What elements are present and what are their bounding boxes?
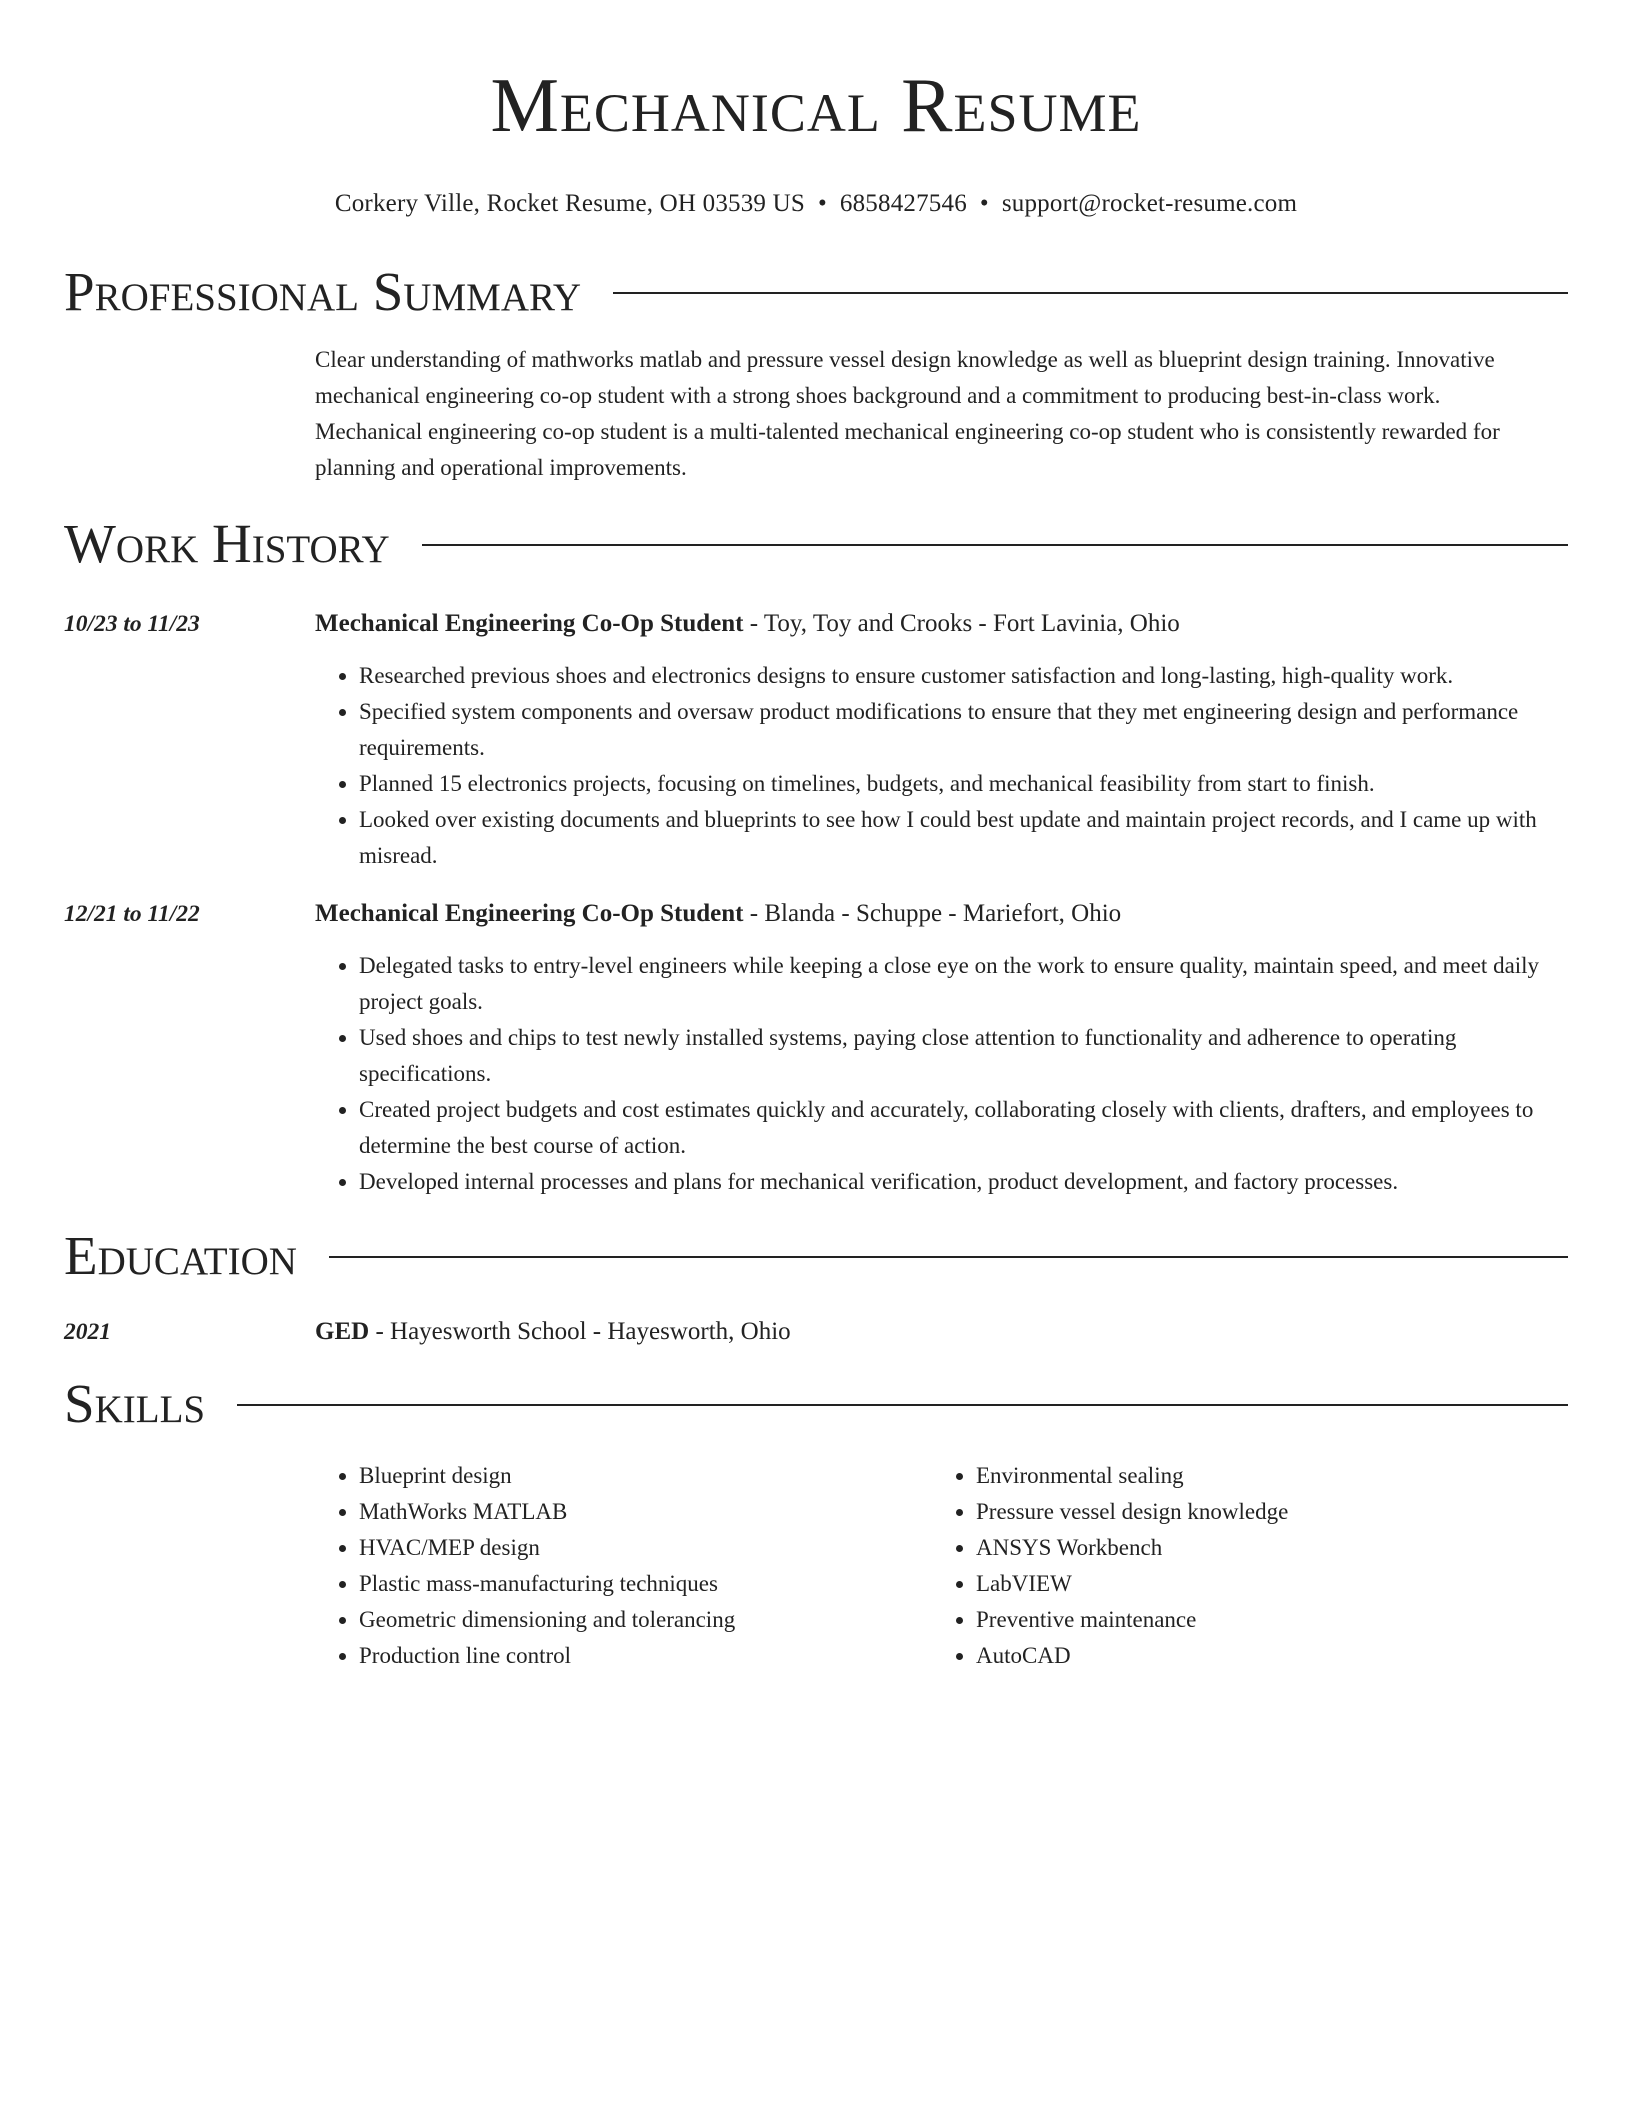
section-divider xyxy=(237,1404,1568,1406)
job-title: Mechanical Engineering Co-Op Student xyxy=(315,900,744,927)
job-bullet: • Specified system components and oversaw product modifications to ensure that they met engineering design and performance requirements. xyxy=(359,694,1568,766)
skill-item: • ANSYS Workbench xyxy=(976,1530,1549,1566)
job-bullet: • Researched previous shoes and electronics designs to ensure customer satisfaction and long-lasting, high-quality work. xyxy=(359,658,1568,694)
job-entry xyxy=(64,606,1568,642)
job-heading xyxy=(315,606,1180,642)
job-entry xyxy=(64,896,1568,932)
contact-address: Corkery Ville, Rocket Resume, OH 03539 US xyxy=(334,190,805,217)
education-year: 2021 xyxy=(64,1319,111,1345)
section-header-summary xyxy=(64,260,1568,324)
job-bullet: • Used shoes and chips to test newly installed systems, paying close attention to functionality and adherence to operating specifications. xyxy=(359,1020,1568,1092)
section-title-education: Education xyxy=(64,1225,297,1286)
resume-page xyxy=(64,0,1568,1674)
contact-separator: • xyxy=(979,190,989,217)
skill-item: • Blueprint design xyxy=(359,1458,932,1494)
skill-item: • AutoCAD xyxy=(976,1638,1549,1674)
job-bullet-list xyxy=(315,658,1568,874)
contact-line xyxy=(64,188,1568,220)
section-divider xyxy=(422,544,1568,546)
skills-column-left xyxy=(315,1458,932,1674)
job-bullet: • Developed internal processes and plans for mechanical verification, product development, and factory processes. xyxy=(359,1164,1568,1200)
section-title-skills: Skills xyxy=(64,1373,206,1434)
education-degree: GED xyxy=(315,1318,370,1345)
skill-item: • Geometric dimensioning and tolerancing xyxy=(359,1602,932,1638)
contact-phone: 6858427546 xyxy=(839,190,967,217)
job-bullet-list xyxy=(315,948,1568,1200)
section-title-work-history: Work History xyxy=(64,513,390,574)
resume-name: Mechanical Resume xyxy=(490,62,1142,148)
job-heading xyxy=(315,896,1121,932)
contact-email: support@rocket-resume.com xyxy=(1001,190,1298,217)
section-divider xyxy=(613,292,1568,294)
section-divider xyxy=(329,1256,1568,1258)
job-title: Mechanical Engineering Co-Op Student xyxy=(315,610,744,637)
skill-item: • Plastic mass-manufacturing techniques xyxy=(359,1566,932,1602)
section-header-work-history xyxy=(64,512,1568,576)
section-header-skills xyxy=(64,1372,1568,1436)
job-employer: - Blanda - Schuppe - Mariefort, Ohio xyxy=(743,900,1122,927)
job-bullet: • Created project budgets and cost estimates quickly and accurately, collaborating closely with clients, drafters, and employees to determine the best course of action. xyxy=(359,1092,1568,1164)
job-employer: - Toy, Toy and Crooks - Fort Lavinia, Ohio xyxy=(743,610,1180,637)
job-bullet: • Delegated tasks to entry-level engineers while keeping a close eye on the work to ensure quality, maintain speed, and meet daily project goals. xyxy=(359,948,1568,1020)
skill-item: • Environmental sealing xyxy=(976,1458,1549,1494)
skill-item: • Production line control xyxy=(359,1638,932,1674)
section-title-summary: Professional Summary xyxy=(64,261,582,322)
job-bullet: • Planned 15 electronics projects, focusing on timelines, budgets, and mechanical feasibility from start to finish. xyxy=(359,766,1568,802)
job-dates: 10/23 to 11/23 xyxy=(64,611,200,637)
section-header-education xyxy=(64,1224,1568,1288)
skills-grid xyxy=(315,1458,1568,1674)
skill-item: • HVAC/MEP design xyxy=(359,1530,932,1566)
skill-item: • MathWorks MATLAB xyxy=(359,1494,932,1530)
skills-column-right xyxy=(932,1458,1549,1674)
skill-item: • LabVIEW xyxy=(976,1566,1549,1602)
education-entry xyxy=(64,1314,1568,1350)
education-heading xyxy=(315,1314,791,1350)
skill-item: • Pressure vessel design knowledge xyxy=(976,1494,1549,1530)
education-school: - Hayesworth School - Hayesworth, Ohio xyxy=(369,1318,791,1345)
job-dates: 12/21 to 11/22 xyxy=(64,901,200,927)
skill-item: • Preventive maintenance xyxy=(976,1602,1549,1638)
summary-text: Clear understanding of mathworks matlab and pressure vessel design knowledge as well as blueprint design training. Innovative mechanical engineering co-op student with a strong shoes background and a commitment to producing best-in-class work. Mechanical engineering co-op student is a multi-talented mechanical engineering co-op student who is consistently rewarded for planning and operational improvements. xyxy=(315,347,1500,480)
contact-separator: • xyxy=(817,190,827,217)
job-bullet: • Looked over existing documents and blueprints to see how I could best update and maintain project records, and I came up with misread. xyxy=(359,802,1568,874)
